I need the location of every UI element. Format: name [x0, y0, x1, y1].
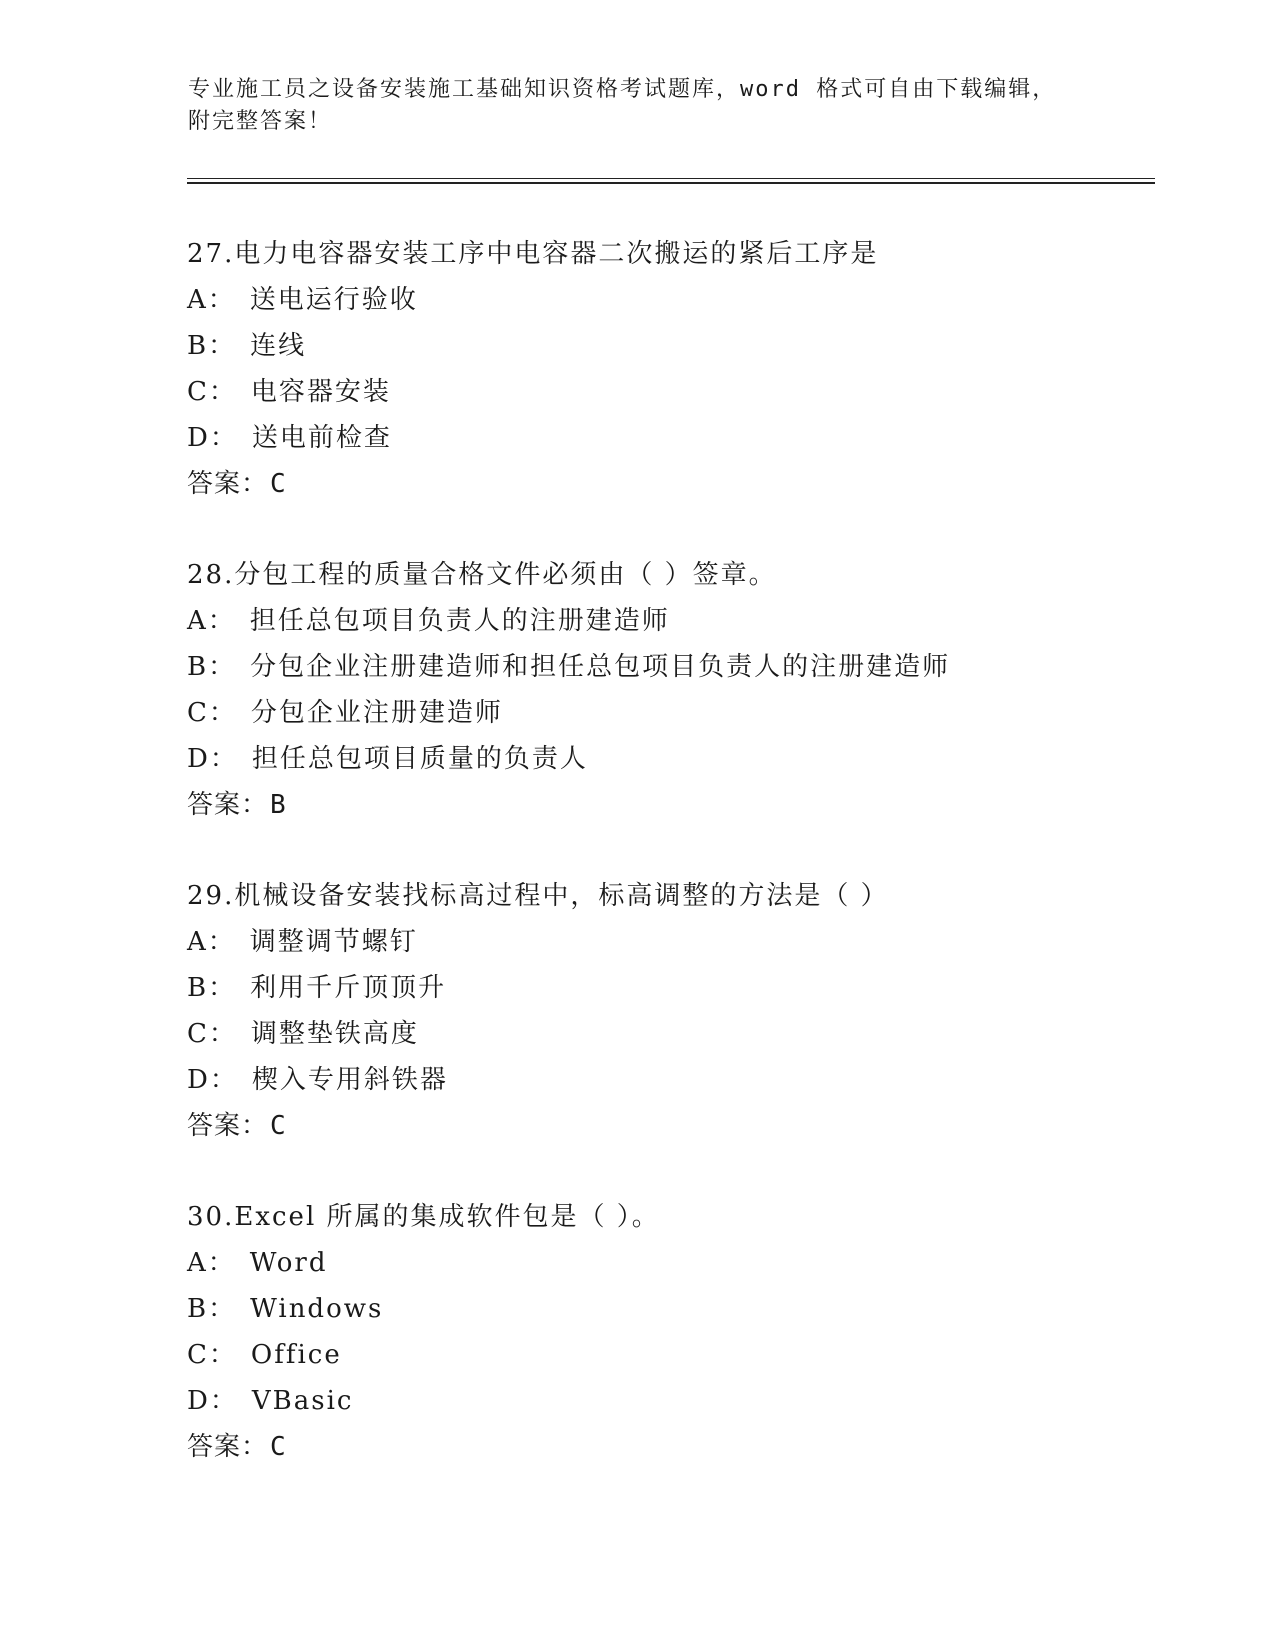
question-title: 27.电力电容器安装工序中电容器二次搬运的紧后工序是 [187, 239, 879, 269]
option-letter: B： [187, 331, 237, 361]
option-a [187, 919, 1147, 965]
answer-label: 答案： [187, 469, 269, 499]
option-letter: C： [187, 377, 237, 407]
option-letter: D： [187, 744, 238, 774]
answer-value: C [270, 1111, 287, 1141]
question-title: 29.机械设备安装找标高过程中，标高调整的方法是（ ） [187, 881, 889, 911]
option-a [187, 598, 1147, 644]
option-letter: A： [187, 1248, 236, 1278]
answer-label: 答案： [187, 1432, 269, 1462]
option-d [187, 1057, 1147, 1103]
option-text: 楔入专用斜铁器 [251, 1065, 448, 1095]
option-text: 连线 [250, 331, 307, 361]
option-a [187, 277, 1147, 323]
option-d [187, 736, 1147, 782]
option-text: 担任总包项目质量的负责人 [251, 744, 588, 774]
answer-value: C [270, 1432, 287, 1462]
option-text: 分包企业注册建造师 [250, 698, 503, 728]
answer-label: 答案： [187, 790, 269, 820]
option-letter: D： [187, 1386, 238, 1416]
answer-label: 答案： [187, 1111, 269, 1141]
option-text: Word [249, 1248, 328, 1278]
option-text: VBasic [251, 1386, 354, 1416]
option-text: 调整垫铁高度 [250, 1019, 419, 1049]
option-b [187, 1286, 1147, 1332]
option-text: 利用千斤顶顶升 [250, 973, 447, 1003]
option-b [187, 644, 1147, 690]
option-b [187, 323, 1147, 369]
header-line-2: 附完整答案！ [188, 109, 333, 134]
answer-line [187, 461, 1147, 507]
option-b [187, 965, 1147, 1011]
option-letter: D： [187, 1065, 238, 1095]
question-title: 28.分包工程的质量合格文件必须由（ ）签章。 [187, 560, 777, 590]
option-d [187, 1378, 1147, 1424]
option-letter: B： [187, 652, 237, 682]
option-letter: C： [187, 1019, 237, 1049]
header-divider-thin [187, 178, 1155, 179]
option-letter: B： [187, 1294, 237, 1324]
question-block-27 [187, 231, 1147, 507]
option-letter: C： [187, 1340, 237, 1370]
option-d [187, 415, 1147, 461]
option-text: 担任总包项目负责人的注册建造师 [249, 606, 670, 636]
option-a [187, 1240, 1147, 1286]
document-header [188, 74, 1088, 138]
option-text: 调整调节螺钉 [249, 927, 418, 957]
option-c [187, 1332, 1147, 1378]
answer-line [187, 1424, 1147, 1470]
option-c [187, 690, 1147, 736]
option-letter: A： [187, 927, 236, 957]
option-text: Windows [250, 1294, 384, 1324]
answer-value: B [270, 790, 287, 820]
option-text: 送电前检查 [251, 423, 392, 453]
answer-line [187, 1103, 1147, 1149]
question-block-28 [187, 552, 1147, 828]
option-text: 送电运行验收 [249, 285, 418, 315]
option-text: 电容器安装 [250, 377, 391, 407]
question-block-30 [187, 1194, 1147, 1470]
option-letter: D： [187, 423, 238, 453]
option-letter: A： [187, 606, 236, 636]
header-divider-thick [187, 182, 1155, 184]
option-text: Office [250, 1340, 342, 1370]
question-block-29 [187, 873, 1147, 1149]
header-line-1: 专业施工员之设备安装施工基础知识资格考试题库，word 格式可自由下载编辑， [188, 77, 1057, 102]
option-c [187, 1011, 1147, 1057]
answer-line [187, 782, 1147, 828]
option-text: 分包企业注册建造师和担任总包项目负责人的注册建造师 [250, 652, 951, 682]
option-letter: B： [187, 973, 237, 1003]
option-letter: C： [187, 698, 237, 728]
option-letter: A： [187, 285, 236, 315]
question-title: 30.Excel 所属的集成软件包是（ ）。 [187, 1202, 660, 1232]
option-c [187, 369, 1147, 415]
answer-value: C [270, 469, 287, 499]
